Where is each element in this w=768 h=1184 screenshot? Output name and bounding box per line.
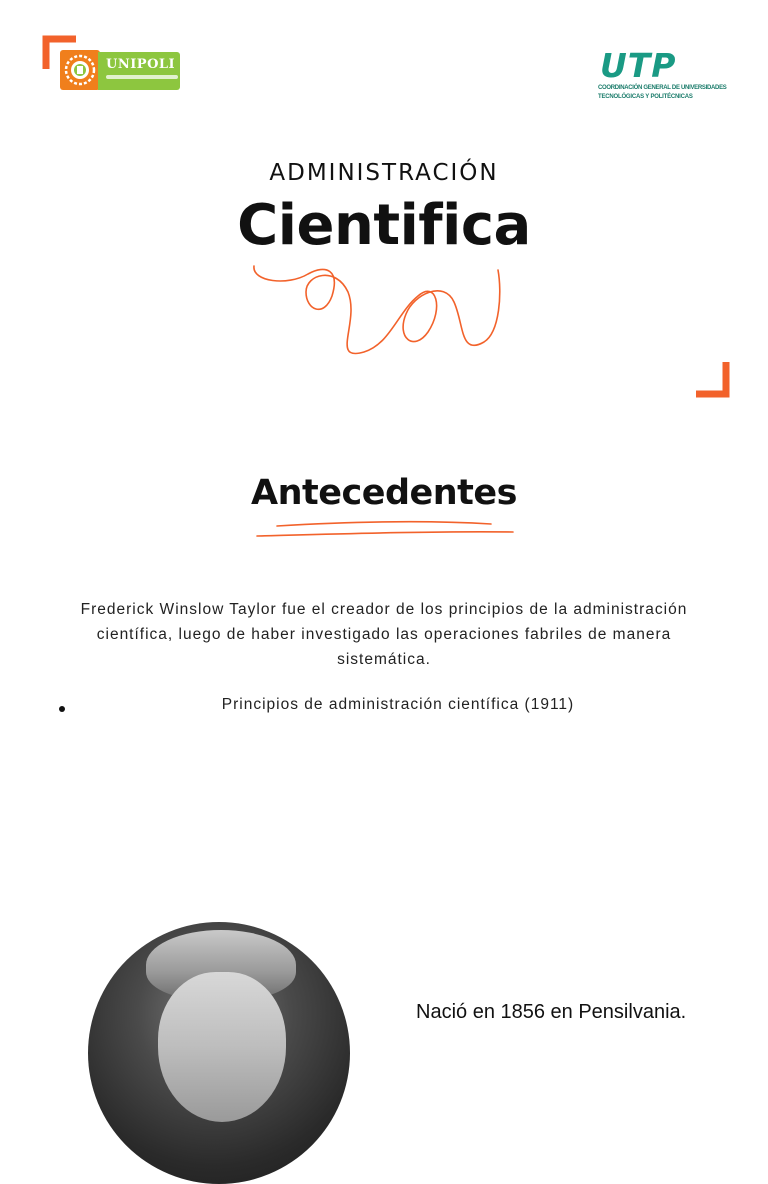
- portrait-face: [158, 972, 286, 1122]
- unipoli-tagline-mark: [106, 75, 178, 79]
- section-heading: Antecedentes: [251, 473, 517, 513]
- decorative-squiggle: [248, 252, 508, 367]
- utp-mark: UTP: [600, 46, 677, 85]
- utp-logo: [598, 46, 727, 106]
- corner-bracket-bottom-right: [696, 362, 730, 398]
- title-kicker: ADMINISTRACIÓN: [269, 160, 499, 186]
- intro-paragraph: Frederick Winslow Taylor fue el creador de los principios de la administración científica, luego de haber investigado las operaciones fabriles de manera sistemática.: [80, 601, 688, 668]
- heading-underline: [255, 518, 515, 544]
- utp-line-1: COORDINACIÓN GENERAL DE UNIVERSIDADES: [598, 85, 727, 91]
- bio-text: Nació en 1856 en Pensilvania.: [416, 1001, 687, 1023]
- unipoli-name: UNIPOLI: [106, 57, 176, 72]
- unipoli-logo: [60, 50, 180, 90]
- page-title: Cientifica: [237, 193, 531, 258]
- unipoli-seal-icon: [60, 50, 100, 90]
- taylor-portrait: [88, 922, 350, 1184]
- utp-line-2: TECNOLÓGICAS Y POLITÉCNICAS: [598, 94, 693, 100]
- bullet-item: Principios de administración científica (1911): [221, 696, 575, 713]
